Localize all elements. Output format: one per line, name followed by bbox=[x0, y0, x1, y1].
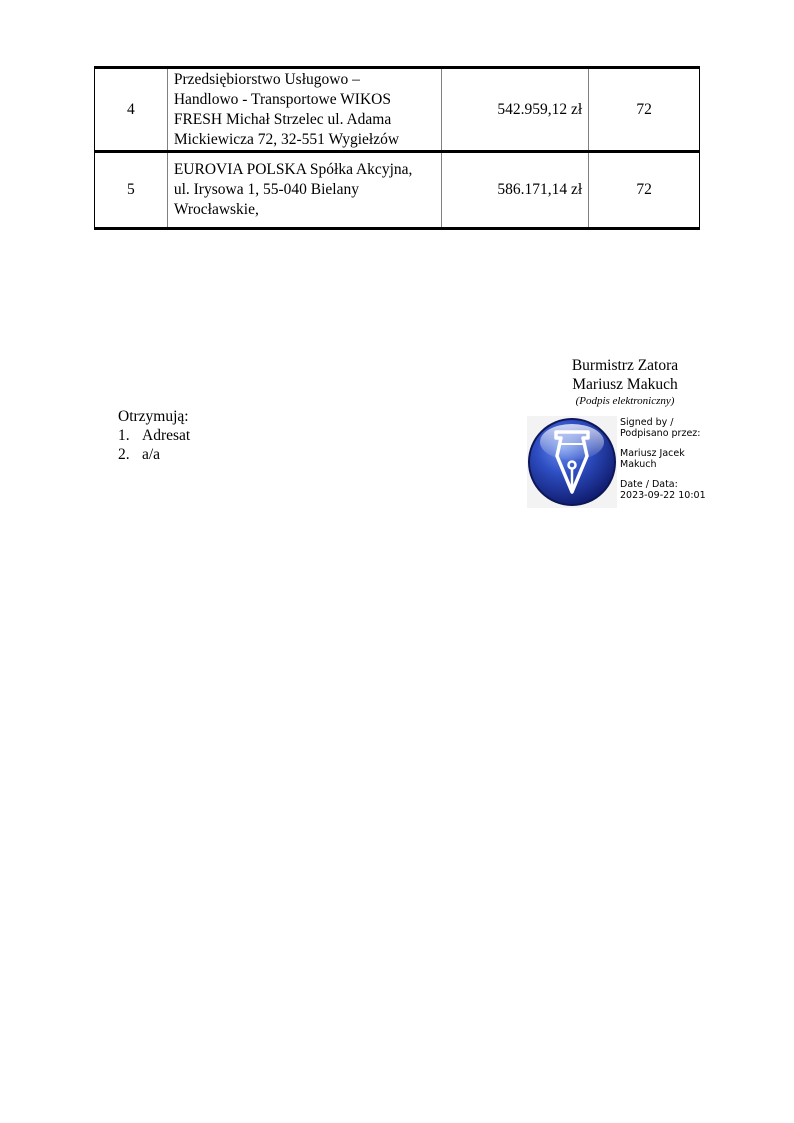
signer-full-name: Mariusz Jacek bbox=[620, 448, 685, 459]
list-item-label: Adresat bbox=[142, 427, 191, 444]
list-item-number: 1. bbox=[118, 427, 130, 444]
table-row bbox=[95, 152, 700, 229]
list-item-number: 2. bbox=[118, 446, 130, 463]
list-item-label: a/a bbox=[142, 446, 161, 463]
signed-by-label: Signed by / bbox=[620, 417, 674, 428]
table-row bbox=[95, 68, 700, 152]
date-value: 2023-09-22 10:01 bbox=[620, 489, 706, 501]
contractor-name-line: Przedsiębiorstwo Usługowo – bbox=[173, 71, 360, 88]
signature-note: (Podpis elektroniczny) bbox=[575, 395, 675, 407]
signer-full-name: Makuch bbox=[620, 458, 657, 470]
recipients-heading: Otrzymują: bbox=[118, 408, 189, 425]
contractor-name bbox=[167, 152, 442, 229]
offer-term: 72 bbox=[589, 68, 700, 152]
signature-details bbox=[620, 418, 730, 501]
recipients-block bbox=[118, 407, 190, 464]
offer-number: 5 bbox=[95, 152, 168, 229]
contractor-name-line: ul. Irysowa 1, 55-040 Bielany bbox=[173, 181, 359, 198]
offer-price: 586.171,14 zł bbox=[442, 152, 589, 229]
contractor-name-line: Handlowo - Transportowe WIKOS bbox=[173, 91, 391, 108]
contractor-name-line: FRESH Michał Strzelec ul. Adama bbox=[173, 111, 392, 128]
offers-table bbox=[94, 66, 700, 230]
signer-name: Mariusz Makuch bbox=[572, 376, 678, 393]
contractor-name-line: Wrocławskie, bbox=[173, 201, 259, 218]
offer-number: 4 bbox=[95, 68, 168, 152]
contractor-name-line: EUROVIA POLSKA Spółka Akcyjna, bbox=[173, 161, 413, 178]
signer-title: Burmistrz Zatora bbox=[571, 357, 679, 374]
signer-block bbox=[540, 356, 710, 409]
list-item bbox=[118, 426, 190, 445]
list-item bbox=[118, 445, 190, 464]
contractor-name-line: Mickiewicza 72, 32-551 Wygiełzów bbox=[173, 131, 400, 148]
date-label: Date / Data: bbox=[620, 479, 678, 490]
offer-price: 542.959,12 zł bbox=[442, 68, 589, 152]
recipients-list bbox=[118, 426, 190, 464]
offer-term: 72 bbox=[589, 152, 700, 229]
contractor-name bbox=[167, 68, 442, 152]
electronic-signature-stamp bbox=[527, 416, 727, 508]
fountain-pen-nib-icon bbox=[527, 416, 617, 508]
signed-by-label: Podpisano przez: bbox=[620, 427, 701, 439]
